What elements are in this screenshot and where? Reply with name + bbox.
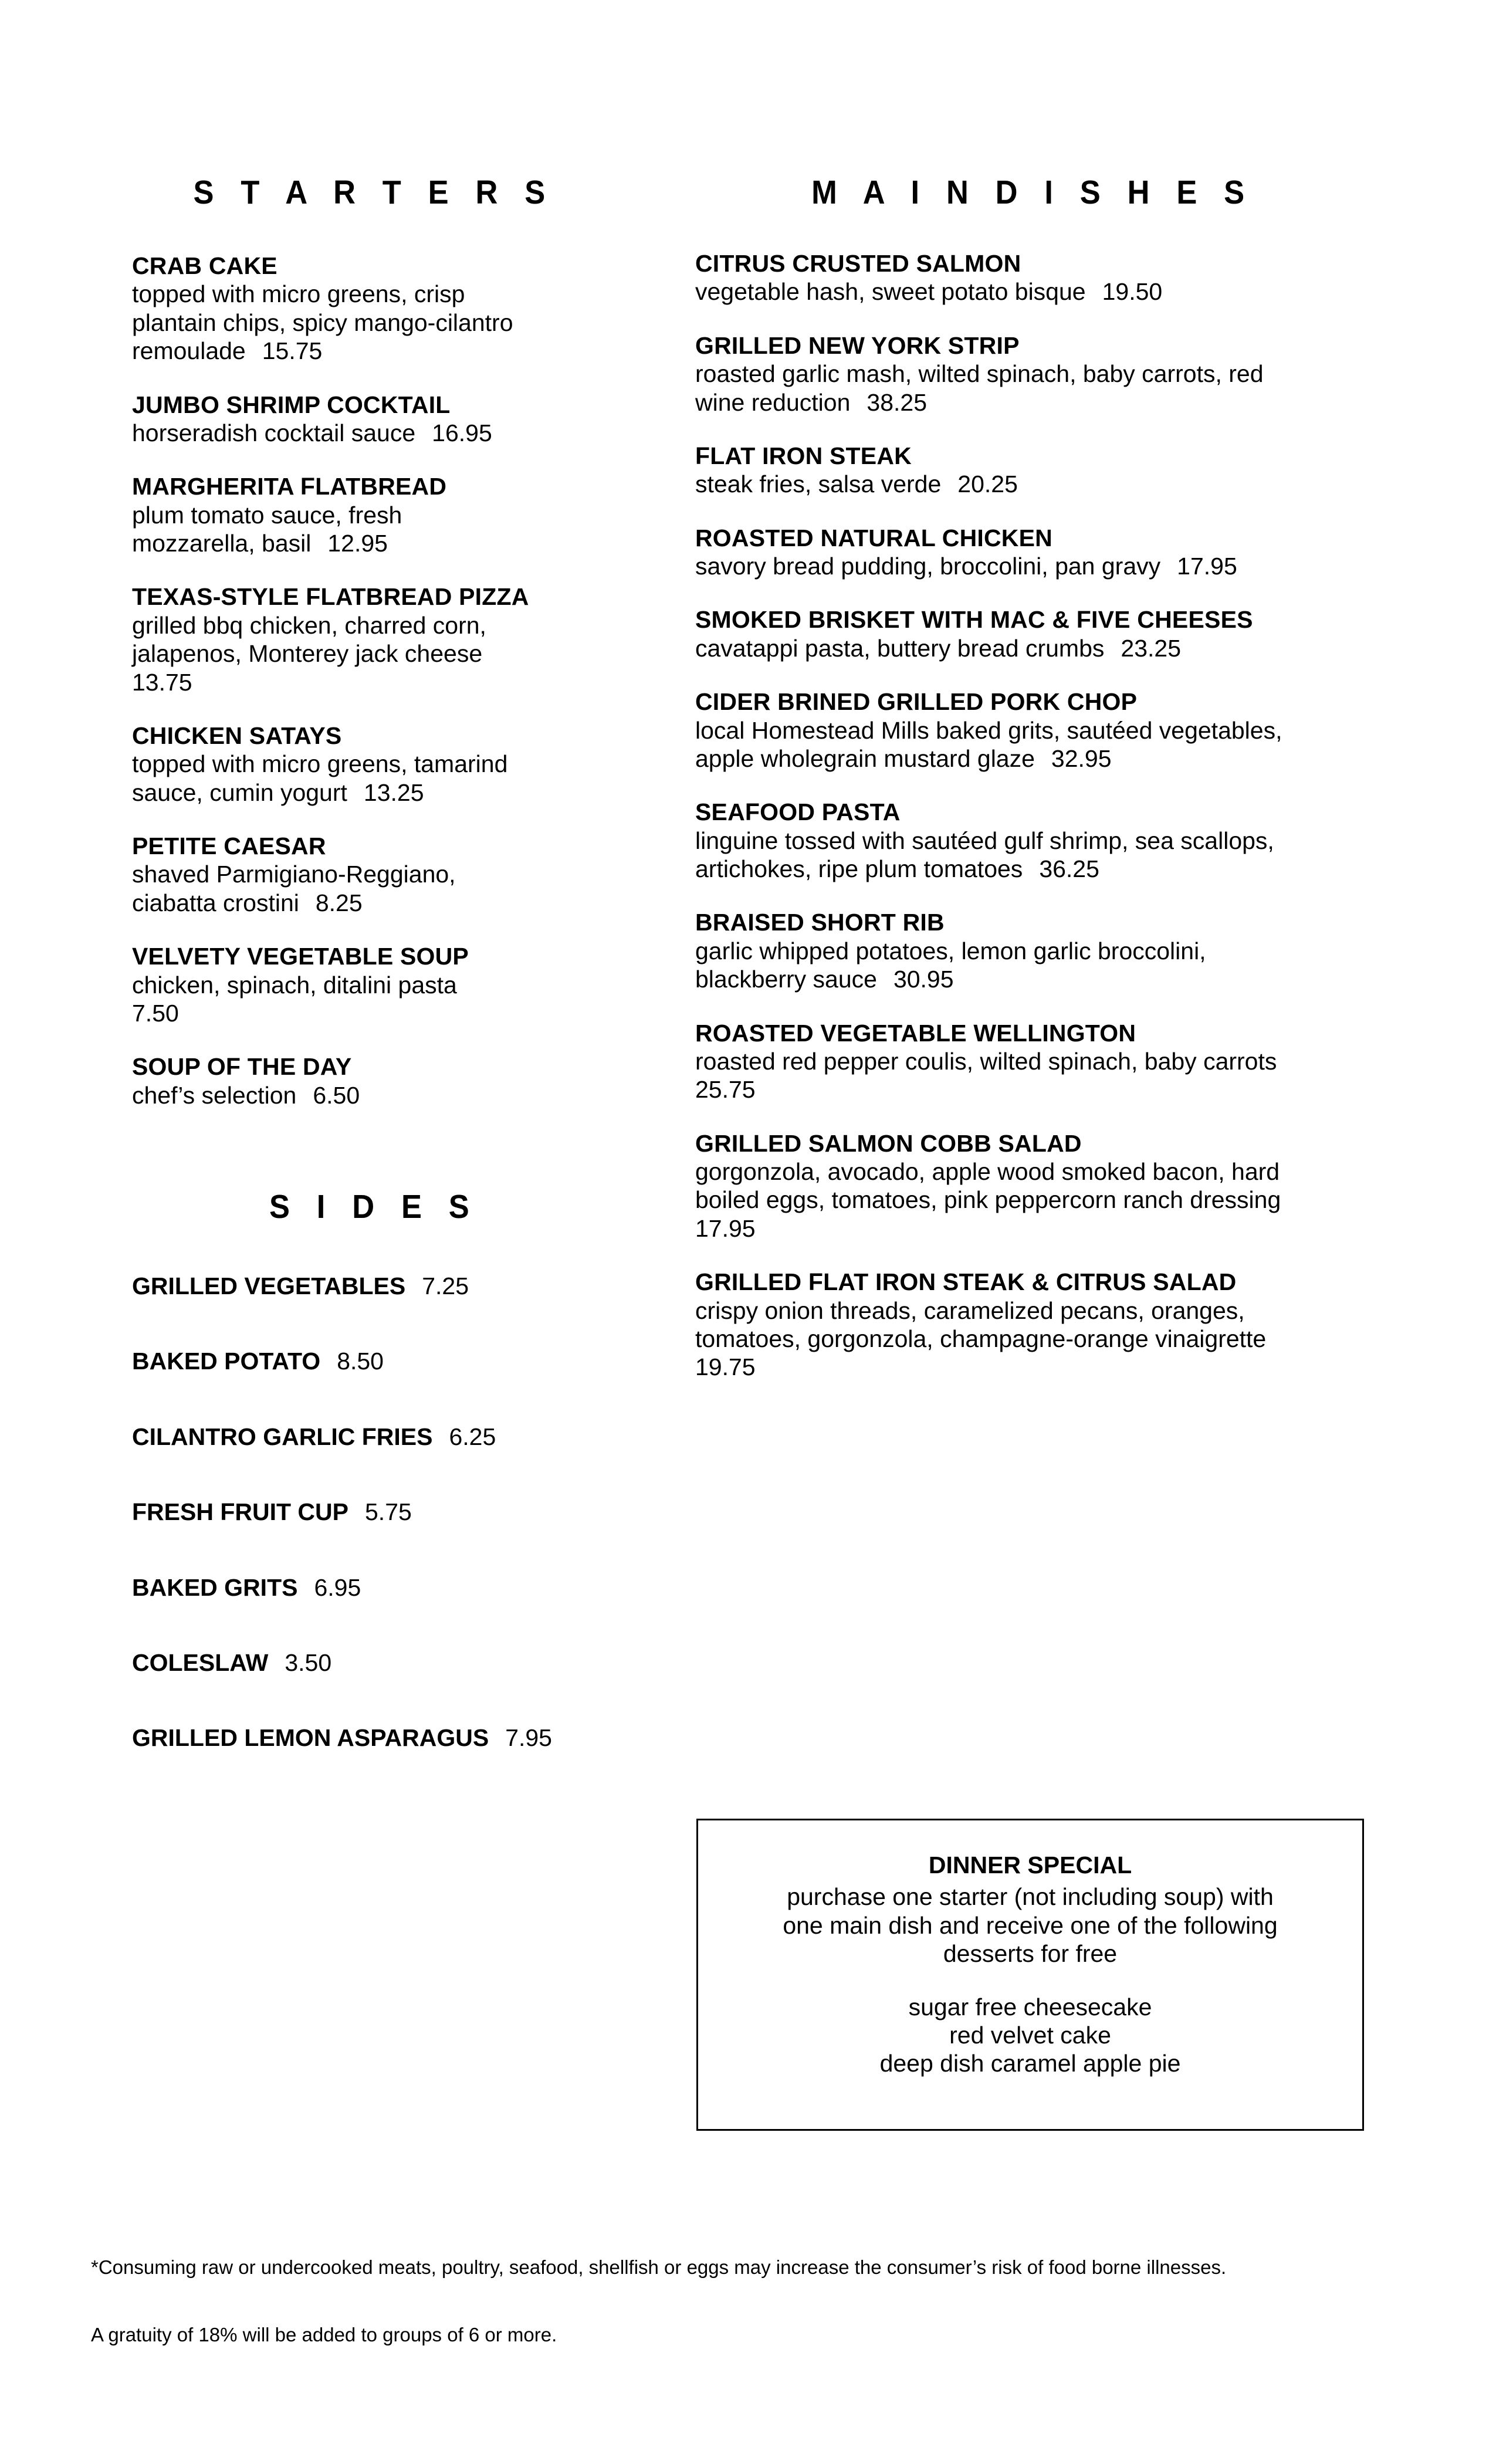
menu-item xyxy=(132,832,625,917)
menu-item-description-line: steak fries, salsa verde 20.25 xyxy=(695,471,1018,498)
side-item xyxy=(132,1347,625,1375)
menu-item xyxy=(695,442,1370,499)
menu-item-description-line: savory bread pudding, broccolini, pan gravy 17.95 xyxy=(695,553,1237,580)
side-item-price: 7.25 xyxy=(422,1272,469,1299)
footer-gratuity: A gratuity of 18% will be added to groups of 6 or more. xyxy=(91,2323,557,2345)
menu-item xyxy=(132,583,625,696)
menu-item-description-line: wine reduction 38.25 xyxy=(695,388,927,416)
dinner-special-dessert-line: sugar free cheesecake xyxy=(908,1993,1152,2020)
side-item-price: 6.25 xyxy=(449,1423,496,1450)
starters-list xyxy=(132,252,625,1109)
side-item-name: GRILLED VEGETABLES xyxy=(132,1272,406,1299)
menu-item-description-line xyxy=(132,668,625,696)
menu-item-price: 36.25 xyxy=(1039,855,1099,882)
menu-item-price: 7.50 xyxy=(132,999,179,1027)
menu-item xyxy=(695,1019,1370,1104)
side-item xyxy=(132,1649,625,1677)
menu-item xyxy=(695,798,1370,883)
menu-item-price: 17.95 xyxy=(1177,553,1237,580)
menu-item-name: GRILLED NEW YORK STRIP xyxy=(695,331,1020,359)
side-item xyxy=(132,1423,625,1451)
dinner-special-body xyxy=(698,1883,1362,1968)
side-item-name: BAKED POTATO xyxy=(132,1348,321,1375)
menu-item-price: 23.25 xyxy=(1121,634,1181,662)
menu-item-description-line: blackberry sauce 30.95 xyxy=(695,966,954,993)
side-item-name: GRILLED LEMON ASPARAGUS xyxy=(132,1724,489,1752)
menu-item-name: VELVETY VEGETABLE SOUP xyxy=(132,943,469,970)
side-item-name: CILANTRO GARLIC FRIES xyxy=(132,1423,433,1450)
menu-item-description-line xyxy=(695,1353,1370,1381)
menu-item xyxy=(695,605,1370,662)
menu-item-price: 32.95 xyxy=(1051,744,1112,772)
menu-item-price: 25.75 xyxy=(695,1076,756,1104)
menu-item-price: 19.50 xyxy=(1102,278,1163,306)
menu-item-description-line: plum tomato sauce, fresh xyxy=(132,501,402,529)
side-item-name: FRESH FRUIT CUP xyxy=(132,1498,348,1526)
menu-item-price: 12.95 xyxy=(327,530,388,557)
right-column xyxy=(695,176,1370,1382)
menu-item-description-line: vegetable hash, sweet potato bisque 19.50 xyxy=(695,278,1163,306)
dinner-special-body-line: purchase one starter (not including soup) with xyxy=(787,1883,1274,1911)
menu-item-description-line: sauce, cumin yogurt 13.25 xyxy=(132,779,424,806)
menu-item-description-line: cavatappi pasta, buttery bread crumbs 23.25 xyxy=(695,634,1181,662)
menu-item-description-line xyxy=(695,1075,1370,1104)
menu-item-description-line xyxy=(695,1214,1370,1243)
menu-item-description-line: jalapenos, Monterey jack cheese xyxy=(132,640,483,668)
menu-item-description-line: shaved Parmigiano-Reggiano, xyxy=(132,861,456,888)
side-item-name: BAKED GRITS xyxy=(132,1573,298,1601)
side-item-price: 3.50 xyxy=(285,1649,332,1676)
dinner-special-dessert-line: deep dish caramel apple pie xyxy=(879,2050,1181,2077)
menu-item-price: 30.95 xyxy=(893,966,954,993)
menu-item-price: 13.25 xyxy=(363,779,424,806)
menu-item-description-line: crispy onion threads, caramelized pecans, oranges, xyxy=(695,1297,1245,1324)
section-heading-starters: S T A R T E R S xyxy=(193,174,554,211)
menu-item xyxy=(132,252,625,365)
side-item-price: 6.95 xyxy=(314,1573,361,1601)
menu-item-description-line: topped with micro greens, tamarind xyxy=(132,750,508,778)
menu-item-name: ROASTED VEGETABLE WELLINGTON xyxy=(695,1019,1136,1047)
menu-item-description-line: local Homestead Mills baked grits, sautéed vegetables, xyxy=(695,716,1282,744)
menu-item-description-line: grilled bbq chicken, charred corn, xyxy=(132,611,486,639)
menu-item-name: TEXAS-STYLE FLATBREAD PIZZA xyxy=(132,583,529,611)
menu-item-name: CIDER BRINED GRILLED PORK CHOP xyxy=(695,688,1138,716)
dinner-special-desserts xyxy=(698,1993,1362,2078)
menu-item-price: 20.25 xyxy=(957,471,1018,498)
section-heading-sides: S I D E S xyxy=(269,1188,479,1226)
menu-item-name: SMOKED BRISKET WITH MAC & FIVE CHEESES xyxy=(695,606,1253,634)
menu-item xyxy=(132,472,625,557)
footer xyxy=(91,2256,1440,2346)
side-item-price: 8.50 xyxy=(337,1348,384,1375)
menu-item-description-line: horseradish cocktail sauce 16.95 xyxy=(132,419,492,446)
footer-disclaimer: *Consuming raw or undercooked meats, poultry, seafood, shellfish or eggs may increase the consumer’s risk of food borne illnesses. xyxy=(91,2256,1227,2278)
dinner-special-dessert-line: red velvet cake xyxy=(949,2021,1111,2049)
menu-item-price: 15.75 xyxy=(262,337,323,365)
side-item xyxy=(132,1498,625,1526)
dinner-special-title: DINNER SPECIAL xyxy=(928,1852,1132,1879)
menu-item xyxy=(695,524,1370,581)
menu-item-price: 38.25 xyxy=(867,388,927,416)
side-item xyxy=(132,1272,625,1300)
menu-item-name: GRILLED SALMON COBB SALAD xyxy=(695,1129,1082,1157)
menu-item xyxy=(695,249,1370,306)
menu-item-price: 8.25 xyxy=(315,889,363,916)
menu-item-name: FLAT IRON STEAK xyxy=(695,442,912,469)
menu-item-description-line: boiled eggs, tomatoes, pink peppercorn ranch dressing xyxy=(695,1186,1281,1214)
section-heading-main-dishes: M A I N D I S H E S xyxy=(811,174,1254,211)
menu-item xyxy=(132,722,625,807)
menu-item-description-line: linguine tossed with sautéed gulf shrimp, sea scallops, xyxy=(695,827,1274,854)
menu-item xyxy=(695,1129,1370,1243)
menu-item-description-line: mozzarella, basil 12.95 xyxy=(132,530,388,557)
left-column xyxy=(132,176,625,1752)
menu-item xyxy=(695,688,1370,773)
menu-item xyxy=(695,908,1370,993)
menu-item-description-line: roasted red pepper coulis, wilted spinach, baby carrots xyxy=(695,1047,1277,1075)
menu-item-description-line: remoulade 15.75 xyxy=(132,337,323,365)
dinner-special-body-line: one main dish and receive one of the following xyxy=(783,1911,1278,1939)
menu-item-price: 17.95 xyxy=(695,1214,756,1242)
menu-item-description-line: garlic whipped potatoes, lemon garlic broccolini, xyxy=(695,937,1206,964)
menu-item-name: CITRUS CRUSTED SALMON xyxy=(695,250,1021,277)
menu-item-price: 6.50 xyxy=(313,1081,360,1109)
menu-item-name: SOUP OF THE DAY xyxy=(132,1053,352,1081)
menu-item-description-line: gorgonzola, avocado, apple wood smoked bacon, hard xyxy=(695,1158,1280,1185)
menu-item-description-line xyxy=(132,999,625,1027)
menu-item xyxy=(132,942,625,1027)
menu-item xyxy=(132,391,625,448)
menu-item-description-line: plantain chips, spicy mango-cilantro xyxy=(132,309,513,336)
menu-item-description-line: topped with micro greens, crisp xyxy=(132,280,465,308)
menu-item-price: 13.75 xyxy=(132,668,192,696)
menu-item-description-line: chef’s selection 6.50 xyxy=(132,1081,360,1109)
menu-item-name: PETITE CAESAR xyxy=(132,832,326,859)
menu-item xyxy=(695,331,1370,417)
dinner-special-spacer xyxy=(698,1968,1362,1993)
sides-list xyxy=(132,1272,625,1752)
side-item-price: 7.95 xyxy=(505,1724,552,1752)
side-item-price: 5.75 xyxy=(365,1498,412,1526)
dinner-special-content xyxy=(698,1820,1362,2078)
menu-item-price: 19.75 xyxy=(695,1353,756,1381)
menu-item-description-line: artichokes, ripe plum tomatoes 36.25 xyxy=(695,855,1099,882)
menu-item-name: BRAISED SHORT RIB xyxy=(695,909,945,936)
menu-item-description-line: chicken, spinach, ditalini pasta xyxy=(132,971,457,999)
menu-item-description-line: ciabatta crostini 8.25 xyxy=(132,889,363,916)
main-dishes-list xyxy=(695,249,1370,1382)
menu-item xyxy=(132,1052,625,1109)
menu-item xyxy=(695,1268,1370,1382)
menu-item-name: ROASTED NATURAL CHICKEN xyxy=(695,524,1052,551)
menu-item-price: 16.95 xyxy=(432,419,492,446)
menu-item-description-line: roasted garlic mash, wilted spinach, baby carrots, red xyxy=(695,360,1264,388)
dinner-special-body-line: desserts for free xyxy=(943,1940,1118,1968)
menu-item-name: GRILLED FLAT IRON STEAK & CITRUS SALAD xyxy=(695,1268,1237,1296)
side-item xyxy=(132,1573,625,1602)
menu-item-name: CHICKEN SATAYS xyxy=(132,722,342,749)
menu-item-name: SEAFOOD PASTA xyxy=(695,798,901,826)
menu-item-name: JUMBO SHRIMP COCKTAIL xyxy=(132,391,451,418)
menu-item-name: MARGHERITA FLATBREAD xyxy=(132,473,447,500)
side-item xyxy=(132,1724,625,1752)
menu-item-description-line: apple wholegrain mustard glaze 32.95 xyxy=(695,744,1112,772)
menu-item-description-line: tomatoes, gorgonzola, champagne-orange vinaigrette xyxy=(695,1325,1267,1352)
side-item-name: COLESLAW xyxy=(132,1649,269,1676)
menu-item-name: CRAB CAKE xyxy=(132,252,277,279)
dinner-special-box xyxy=(696,1819,1364,2131)
